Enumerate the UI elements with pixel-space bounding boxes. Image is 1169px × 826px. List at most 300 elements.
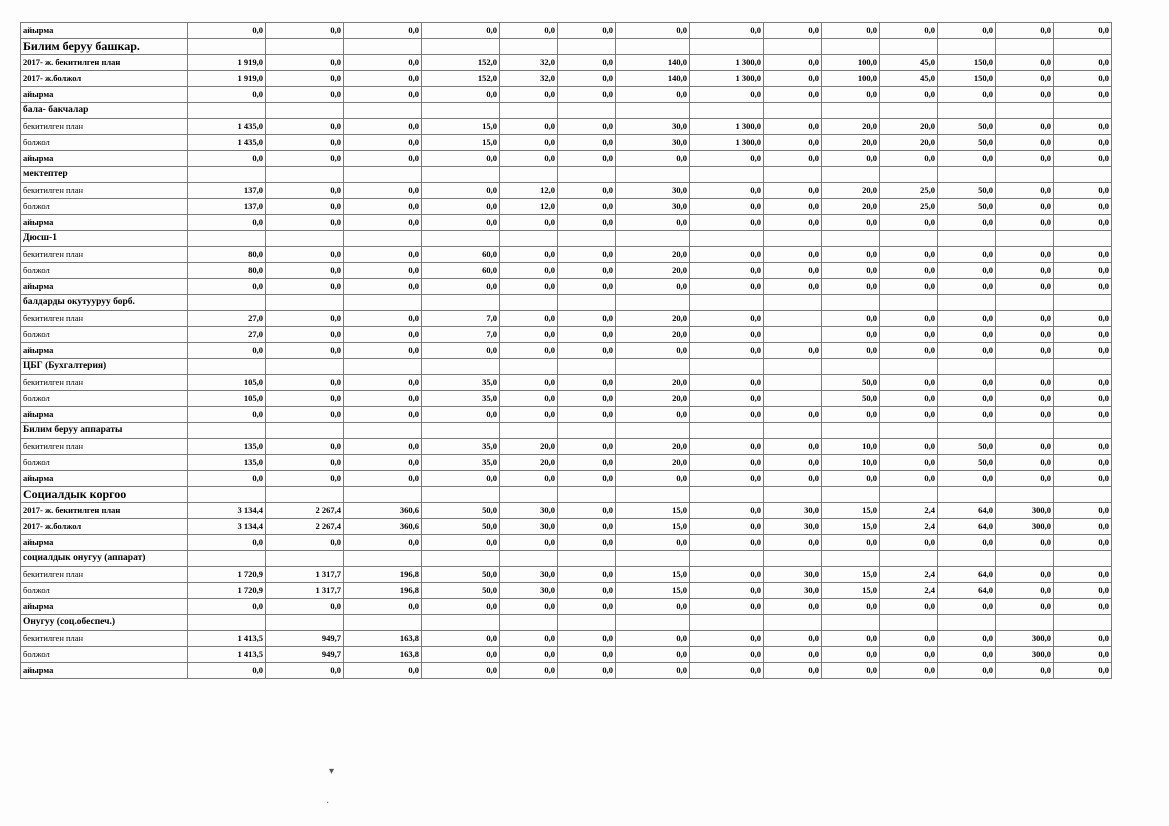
- table-row: [21, 375, 1112, 391]
- row-label: болжол: [21, 263, 188, 279]
- table-cell: 0,0: [690, 647, 764, 663]
- table-cell: [764, 375, 822, 391]
- table-cell: 50,0: [822, 391, 880, 407]
- table-cell: 0,0: [880, 311, 938, 327]
- row-label: айырма: [21, 23, 188, 39]
- table-cell: [938, 103, 996, 119]
- table-cell: 15,0: [422, 135, 500, 151]
- table-cell: 0,0: [880, 631, 938, 647]
- table-cell: 0,0: [344, 263, 422, 279]
- table-cell: 0,0: [690, 311, 764, 327]
- table-cell: [996, 103, 1054, 119]
- table-cell: [822, 295, 880, 311]
- table-cell: [690, 423, 764, 439]
- table-cell: 0,0: [764, 599, 822, 615]
- table-cell: 15,0: [616, 519, 690, 535]
- table-cell: 0,0: [422, 215, 500, 231]
- table-cell: [1054, 103, 1112, 119]
- table-cell: 0,0: [1054, 471, 1112, 487]
- table-cell: 0,0: [938, 311, 996, 327]
- table-cell: [188, 359, 266, 375]
- table-cell: 15,0: [822, 583, 880, 599]
- table-cell: [616, 231, 690, 247]
- row-label: Билим беруу башкар.: [21, 39, 188, 55]
- table-cell: 0,0: [558, 391, 616, 407]
- table-cell: 0,0: [938, 535, 996, 551]
- table-cell: 0,0: [822, 407, 880, 423]
- table-cell: [500, 39, 558, 55]
- row-label: болжол: [21, 583, 188, 599]
- table-cell: 0,0: [690, 23, 764, 39]
- table-cell: 0,0: [1054, 407, 1112, 423]
- table-cell: 0,0: [996, 663, 1054, 679]
- table-cell: 0,0: [558, 567, 616, 583]
- table-cell: [500, 423, 558, 439]
- table-cell: 0,0: [690, 503, 764, 519]
- table-row: [21, 583, 1112, 599]
- table-cell: 15,0: [616, 583, 690, 599]
- table-cell: [764, 391, 822, 407]
- table-cell: 0,0: [616, 599, 690, 615]
- table-cell: 0,0: [558, 535, 616, 551]
- table-cell: 0,0: [1054, 583, 1112, 599]
- table-row: [21, 199, 1112, 215]
- table-cell: [500, 231, 558, 247]
- table-cell: 300,0: [996, 519, 1054, 535]
- table-cell: 0,0: [880, 343, 938, 359]
- table-cell: 0,0: [344, 375, 422, 391]
- table-cell: [422, 487, 500, 503]
- row-label: Билим беруу аппараты: [21, 423, 188, 439]
- table-cell: 0,0: [266, 471, 344, 487]
- table-cell: [344, 167, 422, 183]
- table-cell: 0,0: [558, 55, 616, 71]
- table-cell: [822, 359, 880, 375]
- table-cell: [690, 103, 764, 119]
- table-cell: [690, 487, 764, 503]
- table-cell: 0,0: [344, 663, 422, 679]
- table-cell: 0,0: [880, 215, 938, 231]
- table-row: [21, 359, 1112, 375]
- table-cell: 0,0: [500, 471, 558, 487]
- table-cell: 0,0: [822, 23, 880, 39]
- table-cell: 0,0: [1054, 647, 1112, 663]
- row-label: болжол: [21, 391, 188, 407]
- table-cell: 0,0: [558, 519, 616, 535]
- row-label: болжол: [21, 199, 188, 215]
- table-cell: 1 300,0: [690, 55, 764, 71]
- table-cell: 30,0: [500, 567, 558, 583]
- row-label: айырма: [21, 535, 188, 551]
- table-cell: 0,0: [1054, 535, 1112, 551]
- table-cell: 32,0: [500, 55, 558, 71]
- table-cell: 0,0: [266, 375, 344, 391]
- table-cell: 30,0: [500, 503, 558, 519]
- table-cell: 0,0: [266, 599, 344, 615]
- table-cell: 0,0: [996, 599, 1054, 615]
- table-cell: 1 919,0: [188, 71, 266, 87]
- table-cell: [344, 231, 422, 247]
- table-cell: [822, 423, 880, 439]
- table-cell: 105,0: [188, 391, 266, 407]
- row-label: социалдык онугуу (аппарат): [21, 551, 188, 567]
- table-cell: [822, 103, 880, 119]
- table-row: [21, 343, 1112, 359]
- table-cell: 0,0: [344, 151, 422, 167]
- table-cell: [880, 103, 938, 119]
- table-cell: 35,0: [422, 439, 500, 455]
- table-cell: 0,0: [690, 567, 764, 583]
- table-cell: [690, 295, 764, 311]
- table-cell: 30,0: [764, 503, 822, 519]
- table-row: [21, 119, 1112, 135]
- table-cell: [1054, 167, 1112, 183]
- table-cell: 45,0: [880, 55, 938, 71]
- table-cell: 0,0: [1054, 343, 1112, 359]
- table-cell: 0,0: [690, 391, 764, 407]
- table-cell: 0,0: [938, 343, 996, 359]
- table-cell: 0,0: [558, 87, 616, 103]
- table-cell: [616, 295, 690, 311]
- table-cell: 0,0: [938, 407, 996, 423]
- row-label: айырма: [21, 407, 188, 423]
- table-row: [21, 327, 1112, 343]
- table-cell: 2,4: [880, 567, 938, 583]
- table-cell: [1054, 423, 1112, 439]
- table-cell: [880, 231, 938, 247]
- table-cell: 0,0: [880, 327, 938, 343]
- table-cell: 50,0: [422, 503, 500, 519]
- table-cell: 0,0: [996, 327, 1054, 343]
- table-cell: 0,0: [764, 199, 822, 215]
- table-cell: 0,0: [344, 23, 422, 39]
- table-cell: 0,0: [938, 471, 996, 487]
- table-cell: 2 267,4: [266, 519, 344, 535]
- table-cell: 0,0: [616, 471, 690, 487]
- table-cell: 0,0: [1054, 439, 1112, 455]
- table-cell: [558, 103, 616, 119]
- table-cell: [764, 231, 822, 247]
- table-cell: 152,0: [422, 71, 500, 87]
- table-cell: 12,0: [500, 199, 558, 215]
- table-cell: [500, 167, 558, 183]
- table-cell: [558, 231, 616, 247]
- table-cell: 0,0: [266, 71, 344, 87]
- table-cell: 0,0: [764, 535, 822, 551]
- table-cell: [938, 231, 996, 247]
- table-cell: 0,0: [500, 663, 558, 679]
- table-cell: 0,0: [500, 119, 558, 135]
- table-cell: 0,0: [344, 407, 422, 423]
- table-cell: [996, 615, 1054, 631]
- table-cell: 0,0: [690, 247, 764, 263]
- table-cell: [690, 39, 764, 55]
- table-cell: [938, 295, 996, 311]
- table-cell: 0,0: [764, 119, 822, 135]
- table-cell: 0,0: [500, 135, 558, 151]
- table-cell: 0,0: [422, 631, 500, 647]
- table-cell: 0,0: [266, 407, 344, 423]
- table-cell: 0,0: [764, 183, 822, 199]
- table-cell: 0,0: [996, 471, 1054, 487]
- table-cell: 0,0: [500, 23, 558, 39]
- table-cell: 0,0: [500, 215, 558, 231]
- table-cell: 0,0: [500, 311, 558, 327]
- table-cell: 0,0: [822, 327, 880, 343]
- table-cell: 0,0: [344, 535, 422, 551]
- table-cell: 0,0: [1054, 375, 1112, 391]
- table-cell: 0,0: [938, 151, 996, 167]
- table-row: [21, 663, 1112, 679]
- table-cell: 0,0: [266, 247, 344, 263]
- table-cell: 0,0: [1054, 279, 1112, 295]
- budget-table: [20, 22, 1112, 679]
- table-cell: 0,0: [1054, 503, 1112, 519]
- table-cell: 0,0: [690, 599, 764, 615]
- row-label: бекитилген план: [21, 247, 188, 263]
- table-cell: 0,0: [764, 663, 822, 679]
- table-cell: 0,0: [344, 311, 422, 327]
- table-cell: [880, 39, 938, 55]
- table-cell: [996, 231, 1054, 247]
- table-cell: 0,0: [188, 279, 266, 295]
- table-cell: 0,0: [344, 87, 422, 103]
- table-cell: 100,0: [822, 71, 880, 87]
- table-cell: 20,0: [822, 199, 880, 215]
- table-cell: [188, 615, 266, 631]
- row-label: бекитилген план: [21, 119, 188, 135]
- table-row: [21, 423, 1112, 439]
- table-row: [21, 391, 1112, 407]
- table-cell: 0,0: [996, 567, 1054, 583]
- row-label: 2017- ж. бекитилген план: [21, 503, 188, 519]
- table-cell: 0,0: [996, 343, 1054, 359]
- table-cell: 64,0: [938, 519, 996, 535]
- table-cell: 0,0: [500, 87, 558, 103]
- row-label: бала- бакчалар: [21, 103, 188, 119]
- table-cell: 0,0: [822, 247, 880, 263]
- table-cell: 0,0: [690, 263, 764, 279]
- table-cell: 0,0: [558, 631, 616, 647]
- table-cell: [938, 167, 996, 183]
- table-cell: [690, 359, 764, 375]
- scan-speck: ·: [326, 798, 330, 809]
- table-cell: 50,0: [938, 439, 996, 455]
- table-row: [21, 151, 1112, 167]
- table-cell: [996, 167, 1054, 183]
- table-cell: 0,0: [422, 599, 500, 615]
- table-cell: 0,0: [266, 311, 344, 327]
- table-cell: 0,0: [616, 647, 690, 663]
- table-cell: 0,0: [938, 375, 996, 391]
- table-cell: 0,0: [558, 471, 616, 487]
- table-cell: 0,0: [1054, 87, 1112, 103]
- table-cell: 0,0: [938, 23, 996, 39]
- row-label: болжол: [21, 327, 188, 343]
- table-cell: [880, 551, 938, 567]
- table-cell: 20,0: [616, 327, 690, 343]
- table-row: [21, 487, 1112, 503]
- table-cell: 0,0: [822, 647, 880, 663]
- row-label: ЦБГ (Бухгалтерия): [21, 359, 188, 375]
- table-row: [21, 311, 1112, 327]
- table-cell: 0,0: [996, 439, 1054, 455]
- table-row: [21, 503, 1112, 519]
- table-cell: [188, 295, 266, 311]
- table-cell: 0,0: [822, 215, 880, 231]
- table-cell: 50,0: [422, 519, 500, 535]
- table-cell: 10,0: [822, 455, 880, 471]
- table-cell: [690, 167, 764, 183]
- table-cell: 0,0: [266, 535, 344, 551]
- table-cell: 0,0: [344, 71, 422, 87]
- table-cell: 30,0: [500, 519, 558, 535]
- table-cell: 360,6: [344, 503, 422, 519]
- table-cell: 0,0: [558, 263, 616, 279]
- table-cell: 0,0: [880, 535, 938, 551]
- table-cell: 0,0: [822, 631, 880, 647]
- table-cell: 0,0: [422, 663, 500, 679]
- table-cell: 2,4: [880, 583, 938, 599]
- table-cell: 0,0: [880, 375, 938, 391]
- table-cell: 0,0: [822, 87, 880, 103]
- table-cell: 50,0: [938, 183, 996, 199]
- table-cell: [558, 615, 616, 631]
- table-cell: 2 267,4: [266, 503, 344, 519]
- table-cell: 0,0: [764, 343, 822, 359]
- table-cell: 0,0: [764, 87, 822, 103]
- table-cell: 0,0: [1054, 135, 1112, 151]
- table-cell: 0,0: [1054, 567, 1112, 583]
- table-cell: 0,0: [344, 471, 422, 487]
- table-cell: 20,0: [500, 455, 558, 471]
- table-cell: [616, 103, 690, 119]
- table-cell: [616, 487, 690, 503]
- table-cell: [938, 359, 996, 375]
- table-cell: 0,0: [266, 327, 344, 343]
- table-cell: 0,0: [344, 119, 422, 135]
- row-label: айырма: [21, 279, 188, 295]
- table-cell: [344, 295, 422, 311]
- table-cell: [880, 167, 938, 183]
- table-row: [21, 215, 1112, 231]
- table-cell: [764, 615, 822, 631]
- row-label: мектептер: [21, 167, 188, 183]
- table-cell: 0,0: [996, 183, 1054, 199]
- table-cell: [422, 167, 500, 183]
- table-cell: 0,0: [558, 119, 616, 135]
- table-cell: 0,0: [558, 663, 616, 679]
- table-cell: 20,0: [616, 263, 690, 279]
- table-cell: 0,0: [558, 343, 616, 359]
- table-cell: 0,0: [996, 71, 1054, 87]
- table-cell: 0,0: [558, 183, 616, 199]
- table-cell: 30,0: [764, 583, 822, 599]
- table-cell: 0,0: [344, 455, 422, 471]
- row-label: бекитилген план: [21, 439, 188, 455]
- table-cell: 1 413,5: [188, 631, 266, 647]
- table-cell: [764, 311, 822, 327]
- table-row: [21, 55, 1112, 71]
- table-cell: 15,0: [422, 119, 500, 135]
- table-cell: 0,0: [188, 151, 266, 167]
- table-cell: 152,0: [422, 55, 500, 71]
- table-cell: 0,0: [188, 535, 266, 551]
- table-cell: 60,0: [422, 263, 500, 279]
- table-cell: 0,0: [558, 327, 616, 343]
- table-cell: 0,0: [690, 631, 764, 647]
- table-cell: 0,0: [690, 583, 764, 599]
- row-label: 2017- ж.болжол: [21, 519, 188, 535]
- table-cell: 0,0: [422, 151, 500, 167]
- table-cell: 0,0: [690, 439, 764, 455]
- table-cell: [938, 487, 996, 503]
- table-cell: 137,0: [188, 183, 266, 199]
- table-cell: 0,0: [690, 471, 764, 487]
- table-cell: 1 720,9: [188, 583, 266, 599]
- table-cell: 0,0: [996, 391, 1054, 407]
- table-cell: 0,0: [558, 407, 616, 423]
- table-cell: 196,8: [344, 583, 422, 599]
- table-cell: [344, 551, 422, 567]
- table-cell: [558, 487, 616, 503]
- table-cell: [880, 295, 938, 311]
- table-cell: [764, 487, 822, 503]
- table-cell: 163,8: [344, 647, 422, 663]
- table-cell: 0,0: [1054, 71, 1112, 87]
- table-row: [21, 407, 1112, 423]
- table-cell: 15,0: [616, 567, 690, 583]
- row-label: айырма: [21, 151, 188, 167]
- row-label: болжол: [21, 135, 188, 151]
- table-cell: 0,0: [266, 391, 344, 407]
- table-cell: 135,0: [188, 439, 266, 455]
- table-cell: 0,0: [344, 199, 422, 215]
- table-cell: 27,0: [188, 327, 266, 343]
- table-cell: [422, 103, 500, 119]
- table-cell: 20,0: [616, 375, 690, 391]
- table-cell: 0,0: [344, 599, 422, 615]
- table-cell: 0,0: [822, 343, 880, 359]
- table-cell: 0,0: [764, 151, 822, 167]
- table-cell: 20,0: [616, 311, 690, 327]
- table-cell: [500, 615, 558, 631]
- table-cell: [690, 231, 764, 247]
- table-cell: 0,0: [690, 663, 764, 679]
- table-cell: [344, 103, 422, 119]
- table-cell: 0,0: [764, 263, 822, 279]
- table-cell: 0,0: [996, 23, 1054, 39]
- table-cell: 105,0: [188, 375, 266, 391]
- table-cell: [266, 295, 344, 311]
- table-cell: 0,0: [764, 647, 822, 663]
- table-cell: [188, 487, 266, 503]
- table-cell: 163,8: [344, 631, 422, 647]
- table-cell: 1 317,7: [266, 567, 344, 583]
- table-cell: [500, 103, 558, 119]
- table-cell: 0,0: [266, 119, 344, 135]
- table-cell: [822, 615, 880, 631]
- table-cell: 20,0: [616, 439, 690, 455]
- table-cell: [266, 551, 344, 567]
- table-cell: 50,0: [422, 583, 500, 599]
- table-row: [21, 295, 1112, 311]
- table-cell: 0,0: [500, 631, 558, 647]
- table-cell: 0,0: [266, 183, 344, 199]
- table-cell: [266, 231, 344, 247]
- table-cell: 0,0: [1054, 455, 1112, 471]
- table-cell: [500, 487, 558, 503]
